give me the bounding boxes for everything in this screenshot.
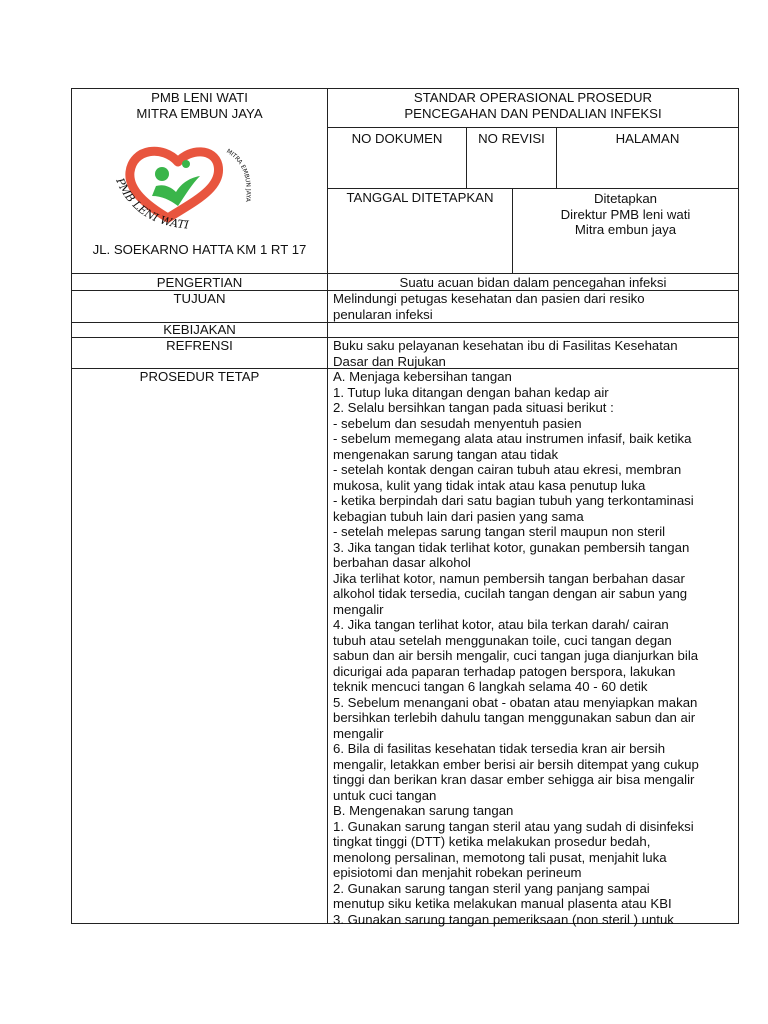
org-subname: MITRA EMBUN JAYA [136, 105, 263, 121]
prosedur-line: 5. Sebelum menangani obat - obatan atau menyiapkan makan [333, 694, 698, 710]
direktur-label: Direktur PMB leni wati [560, 206, 691, 222]
logo-side-text: MITRA EMBUN JAYA [224, 147, 252, 203]
sop-title-block [328, 90, 738, 121]
refrensi-line: Dasar dan Rujukan [333, 353, 446, 369]
prosedur-line: 2. Selalu bersihkan tangan pada situasi berikut : [333, 400, 614, 415]
prosedur-line: berbahan dasar alkohol [333, 555, 471, 570]
prosedur-line: mengenakan sarung tangan atau tidak [333, 446, 559, 462]
figure-dot [182, 160, 190, 168]
label-no-revisi: NO REVISI [478, 131, 545, 146]
sop-subtitle: PENCEGAHAN DAN PENDALIAN INFEKSI [404, 105, 662, 121]
org-address: JL. SOEKARNO HATTA KM 1 RT 17 [92, 242, 307, 257]
label-prosedur: PROSEDUR TETAP [139, 369, 260, 384]
prosedur-line: 6. Bila di fasilitas kesehatan tidak tersedia kran air bersih [333, 741, 666, 756]
prosedur-line: 1. Tutup luka ditangan dengan bahan kedap air [333, 384, 609, 400]
sop-title: STANDAR OPERASIONAL PROSEDUR [413, 90, 653, 105]
prosedur-line: 4. Jika tangan terlihat kotor, atau bila terkan darah/ cairan [333, 617, 669, 632]
table-border-right [738, 88, 739, 924]
label-kebijakan: KEBIJAKAN [163, 322, 236, 337]
label-refrensi: REFRENSI [166, 338, 233, 353]
prosedur-line: sabun dan air bersih mengalir, cuci tangan juga dianjurkan bila [333, 648, 699, 663]
prosedur-line: menutup siku ketika melakukan manual plasenta atau KBI [333, 896, 672, 911]
ditetapkan-block [513, 191, 738, 238]
tujuan-line: penularan infeksi [333, 306, 433, 322]
prosedur-line: 2. Gunakan sarung tangan steril yang panjang sampai [333, 880, 650, 896]
header-line-2 [327, 188, 738, 189]
pmb-logo [108, 140, 258, 240]
prosedur-line: alkohol tidak tersedia, cucilah tangan dengan air sabun yang [333, 586, 688, 601]
prosedur-line: mukosa, kulit yang tidak intak atau kasa penutup luka [333, 477, 646, 493]
prosedur-line: mengalir [333, 725, 384, 741]
prosedur-line: - ketika berpindah dari satu bagian tubuh yang terkontaminasi [333, 493, 694, 508]
table-border-top [71, 88, 739, 89]
prosedur-line: 1. Gunakan sarung tangan steril atau yang sudah di disinfeksi [333, 818, 694, 834]
header-line-1 [327, 127, 738, 128]
tujuan-line: Melindungi petugas kesehatan dan pasien dari resiko [333, 291, 645, 306]
value-prosedur [333, 369, 737, 927]
row-line-header [71, 273, 739, 274]
table-border-left [71, 88, 72, 924]
prosedur-line: episiotomi dan menjahit robekan perineum [333, 865, 582, 880]
figure-head [155, 167, 169, 181]
prosedur-line: tingkat tinggi (DTT) ketika melakukan prosedur bedah, [333, 834, 651, 849]
prosedur-line: menolong persalinan, memotong tali pusat, menjahit luka [333, 849, 667, 865]
prosedur-line: 3. Gunakan sarung tangan pemeriksaan (non steril ) untuk [333, 911, 674, 927]
prosedur-line: untuk cuci tangan [333, 787, 437, 803]
label-no-dokumen: NO DOKUMEN [351, 131, 443, 146]
prosedur-line: B. Mengenakan sarung tangan [333, 803, 514, 818]
org-block [72, 90, 327, 121]
prosedur-line: dicurigai ada paparan terhadap patogen berspora, lakukan [333, 663, 676, 679]
direktur-sub-label: Mitra embun jaya [574, 222, 677, 237]
ditetapkan-label: Ditetapkan [593, 191, 658, 206]
prosedur-line: Jika terlihat kotor, namun pembersih tangan berbahan dasar [333, 570, 685, 586]
table-divider-main [327, 88, 328, 924]
prosedur-line: teknik mencuci tangan 6 langkah selama 40 - 60 detik [333, 679, 648, 694]
label-halaman: HALAMAN [615, 131, 680, 146]
refrensi-line: Buku saku pelayanan kesehatan ibu di Fasilitas Kesehatan [333, 338, 678, 353]
org-name: PMB LENI WATI [151, 90, 248, 105]
prosedur-line: kebagian tubuh lain dari pasien yang sama [333, 508, 584, 524]
prosedur-line: mengalir [333, 601, 384, 617]
prosedur-line: bersihkan terlebih dahulu tangan menggunakan sabun dan air [333, 710, 696, 725]
value-tujuan [333, 291, 737, 322]
prosedur-line: tinggi dan berikan kran dasar ember sehigga air bisa mengalir [333, 772, 695, 787]
logo-arc-text: PMB LENI WATI [113, 176, 190, 232]
prosedur-line: - sebelum dan sesudah menyentuh pasien [333, 415, 582, 431]
label-tujuan: TUJUAN [173, 291, 226, 306]
label-tanggal: TANGGAL DITETAPKAN [346, 190, 494, 205]
prosedur-line: mengalir, letakkan ember berisi air bersih ditempat yang cukup [333, 756, 699, 772]
prosedur-line: 3. Jika tangan tidak terlihat kotor, gunakan pembersih tangan [333, 539, 690, 555]
prosedur-line: - sebelum memegang alata atau instrumen infasif, baik ketika [333, 431, 692, 446]
prosedur-line: - setelah kontak dengan cairan tubuh atau ekresi, membran [333, 462, 682, 477]
prosedur-line: tubuh atau setelah menggunakan toile, cuci tangan degan [333, 632, 672, 648]
value-refrensi [333, 338, 737, 369]
label-pengertian: PENGERTIAN [156, 275, 243, 290]
prosedur-line: A. Menjaga kebersihan tangan [333, 369, 512, 384]
value-pengertian: Suatu acuan bidan dalam pencegahan infeksi [399, 275, 667, 290]
prosedur-line: - setelah melepas sarung tangan steril maupun non steril [333, 524, 666, 539]
